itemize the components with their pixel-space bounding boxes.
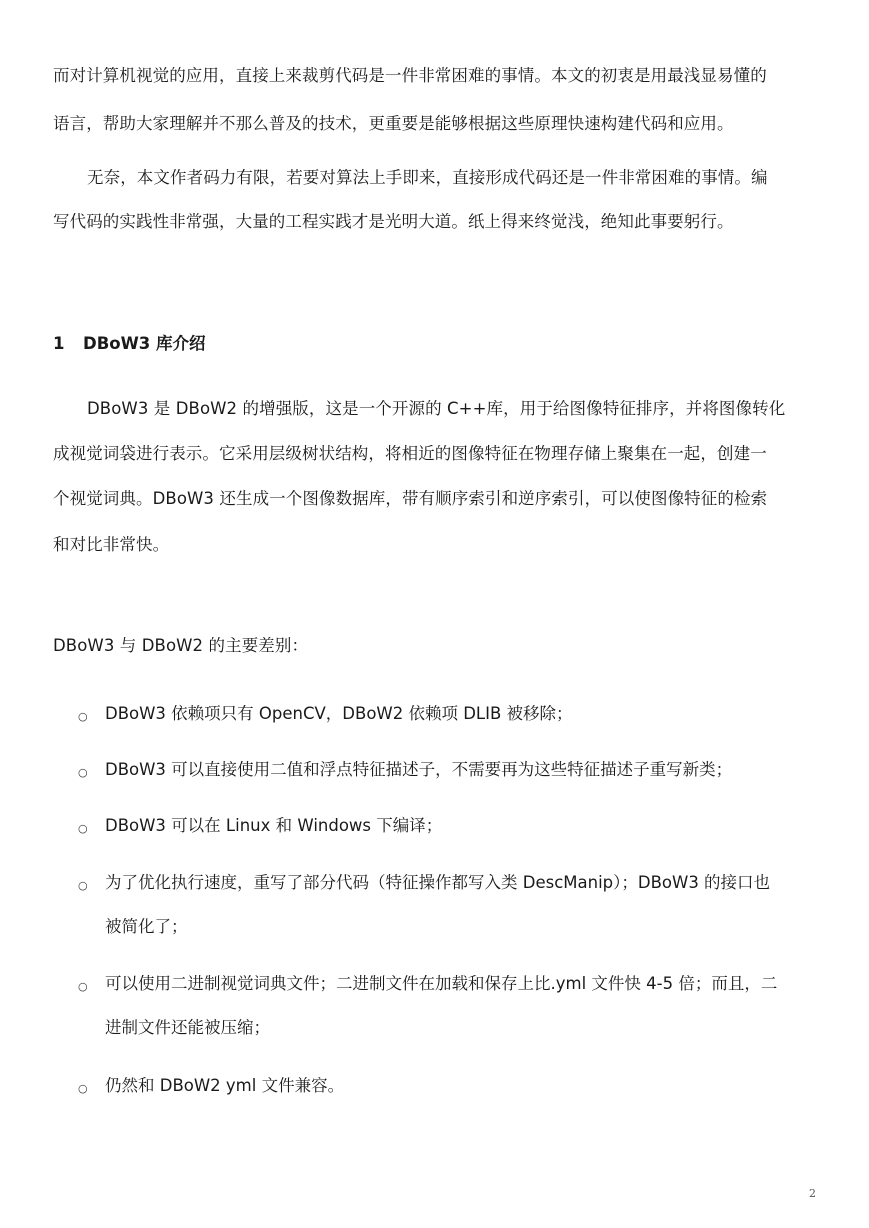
list-item-text: DBoW3 可以在 Linux 和 Windows 下编译； [105, 816, 443, 835]
list-item-text: 为了优化执行速度，重写了部分代码（特征操作都写入类 DescManip）；DBoW3 的接口也 [105, 873, 771, 892]
bullet-icon: ○ [78, 980, 88, 993]
section-paragraph-line-4: 和对比非常快。 [53, 535, 170, 554]
bullet-icon: ○ [78, 766, 88, 779]
intro-paragraph-1-line-2: 语言，帮助大家理解并不那么普及的技术，更重要是能够根据这些原理快速构建代码和应用。 [53, 114, 734, 133]
list-item-text: DBoW3 可以直接使用二值和浮点特征描述子，不需要再为这些特征描述子重写新类； [105, 760, 733, 779]
list-item-text: DBoW3 依赖项只有 OpenCV，DBoW2 依赖项 DLIB 被移除； [105, 704, 573, 723]
list-item-text: 仍然和 DBoW2 yml 文件兼容。 [105, 1076, 345, 1095]
bullet-icon: ○ [78, 822, 88, 835]
section-paragraph-line-2: 成视觉词袋进行表示。它采用层级树状结构，将相近的图像特征在物理存储上聚集在一起，创建一 [53, 444, 767, 463]
list-item-text-continuation: 被简化了； [105, 917, 188, 936]
page-number: 2 [809, 1187, 816, 1200]
bullet-icon: ○ [78, 879, 88, 892]
intro-paragraph-2-line-1: 无奈，本文作者码力有限，若要对算法上手即来，直接形成代码还是一件非常困难的事情。编 [87, 168, 768, 187]
list-item-text: 可以使用二进制视觉词典文件；二进制文件在加载和保存上比.yml 文件快 4-5 倍；而且，二 [105, 974, 778, 993]
list-item-text-continuation: 进制文件还能被压缩； [105, 1018, 270, 1037]
section-paragraph-line-1: DBoW3 是 DBoW2 的增强版，这是一个开源的 C++库，用于给图像特征排序，并将图像转化 [87, 399, 786, 418]
section-number: 1 [53, 334, 65, 353]
intro-paragraph-2-line-2: 写代码的实践性非常强，大量的工程实践才是光明大道。纸上得来终觉浅，绝知此事要躬行。 [53, 212, 734, 231]
differences-heading: DBoW3 与 DBoW2 的主要差别： [53, 636, 309, 655]
intro-paragraph-1-line-1: 而对计算机视觉的应用，直接上来裁剪代码是一件非常困难的事情。本文的初衷是用最浅显易懂的 [53, 66, 767, 85]
bullet-icon: ○ [78, 710, 88, 723]
bullet-icon: ○ [78, 1082, 88, 1095]
section-paragraph-line-3: 个视觉词典。DBoW3 还生成一个图像数据库，带有顺序索引和逆序索引，可以使图像特征的检索 [53, 489, 768, 508]
section-heading [53, 334, 206, 354]
section-title: DBoW3 库介绍 [83, 334, 206, 353]
